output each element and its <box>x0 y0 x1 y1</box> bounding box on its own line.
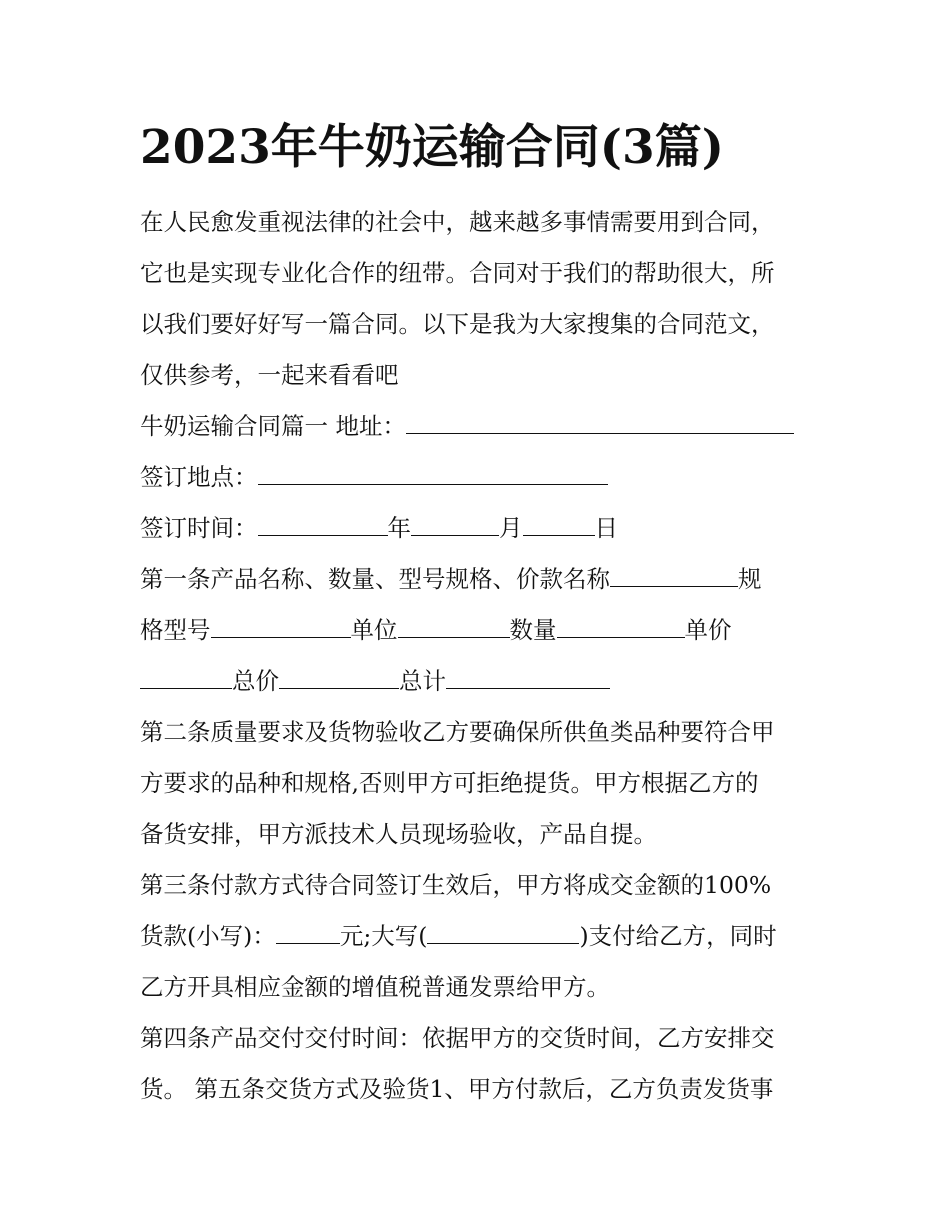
sign-place-blank <box>258 462 608 485</box>
year-label: 年 <box>387 514 411 542</box>
clause2-line-3: 备货安排，甲方派技术人员现场验收，产品自提。 <box>140 820 657 848</box>
intro-line-3: 以我们要好好写一篇合同。以下是我为大家搜集的合同范文， <box>140 310 775 338</box>
clause3-amount-label: 货款(小写)： <box>140 922 276 950</box>
sign-time-line <box>140 512 618 544</box>
clause3-line-2 <box>140 920 777 952</box>
sign-place-label: 签订地点： <box>140 463 258 491</box>
unit-blank <box>398 615 510 638</box>
unit-price-label: 单价 <box>684 616 732 644</box>
clause4-line-1: 第四条产品交付交付时间：依据甲方的交货时间，乙方安排交 <box>140 1024 775 1052</box>
unit-label: 单位 <box>350 616 398 644</box>
intro-line-2: 它也是实现专业化合作的纽带。合同对于我们的帮助很大，所 <box>140 259 775 287</box>
day-label: 日 <box>594 514 618 542</box>
clause1-line-3 <box>140 665 610 697</box>
clause1-line-1 <box>140 563 762 595</box>
month-label: 月 <box>499 514 523 542</box>
address-label: 牛奶运输合同篇一 地址： <box>140 412 406 440</box>
total-price-label: 总价 <box>232 667 279 695</box>
total-blank <box>446 666 610 689</box>
spec-blank <box>211 615 351 638</box>
clause2-line-1: 第二条质量要求及货物验收乙方要确保所供鱼类品种要符合甲 <box>140 718 775 746</box>
total-price-blank <box>279 666 399 689</box>
amount-small-blank <box>276 921 340 944</box>
intro-line-4: 仅供参考，一起来看看吧 <box>140 361 399 389</box>
quantity-label: 数量 <box>509 616 557 644</box>
sign-place-line <box>140 461 608 493</box>
product-name-blank <box>610 564 738 587</box>
month-blank <box>411 513 499 536</box>
total-label: 总计 <box>399 667 446 695</box>
intro-line-1: 在人民愈发重视法律的社会中，越来越多事情需要用到合同， <box>140 208 775 236</box>
amount-capital-blank <box>427 921 579 944</box>
day-blank <box>523 513 595 536</box>
clause3-line-1: 第三条付款方式待合同签订生效后，甲方将成交金额的100% <box>140 871 772 899</box>
clause1-line-2 <box>140 614 732 646</box>
quantity-blank <box>557 615 685 638</box>
address-line <box>140 410 794 442</box>
sign-time-label: 签订时间： <box>140 514 258 542</box>
clause3-line-3: 乙方开具相应金额的增值税普通发票给甲方。 <box>140 973 610 1001</box>
address-blank <box>406 411 794 434</box>
unit-price-blank <box>140 666 232 689</box>
clause4-line-2: 货。 第五条交货方式及验货1、甲方付款后，乙方负责发货事 <box>140 1075 774 1103</box>
year-blank <box>258 513 388 536</box>
document-title: 2023年牛奶运输合同(3篇) <box>140 120 724 175</box>
clause3-pay-text: )支付给乙方，同时 <box>579 922 777 950</box>
clause2-line-2: 方要求的品种和规格,否则甲方可拒绝提货。甲方根据乙方的 <box>140 769 759 797</box>
clause1-text: 第一条产品名称、数量、型号规格、价款名称 <box>140 565 610 593</box>
spec-label: 格型号 <box>140 616 211 644</box>
clause3-capital-label: 元;大写( <box>339 922 428 950</box>
clause1-gui: 规 <box>738 565 762 593</box>
